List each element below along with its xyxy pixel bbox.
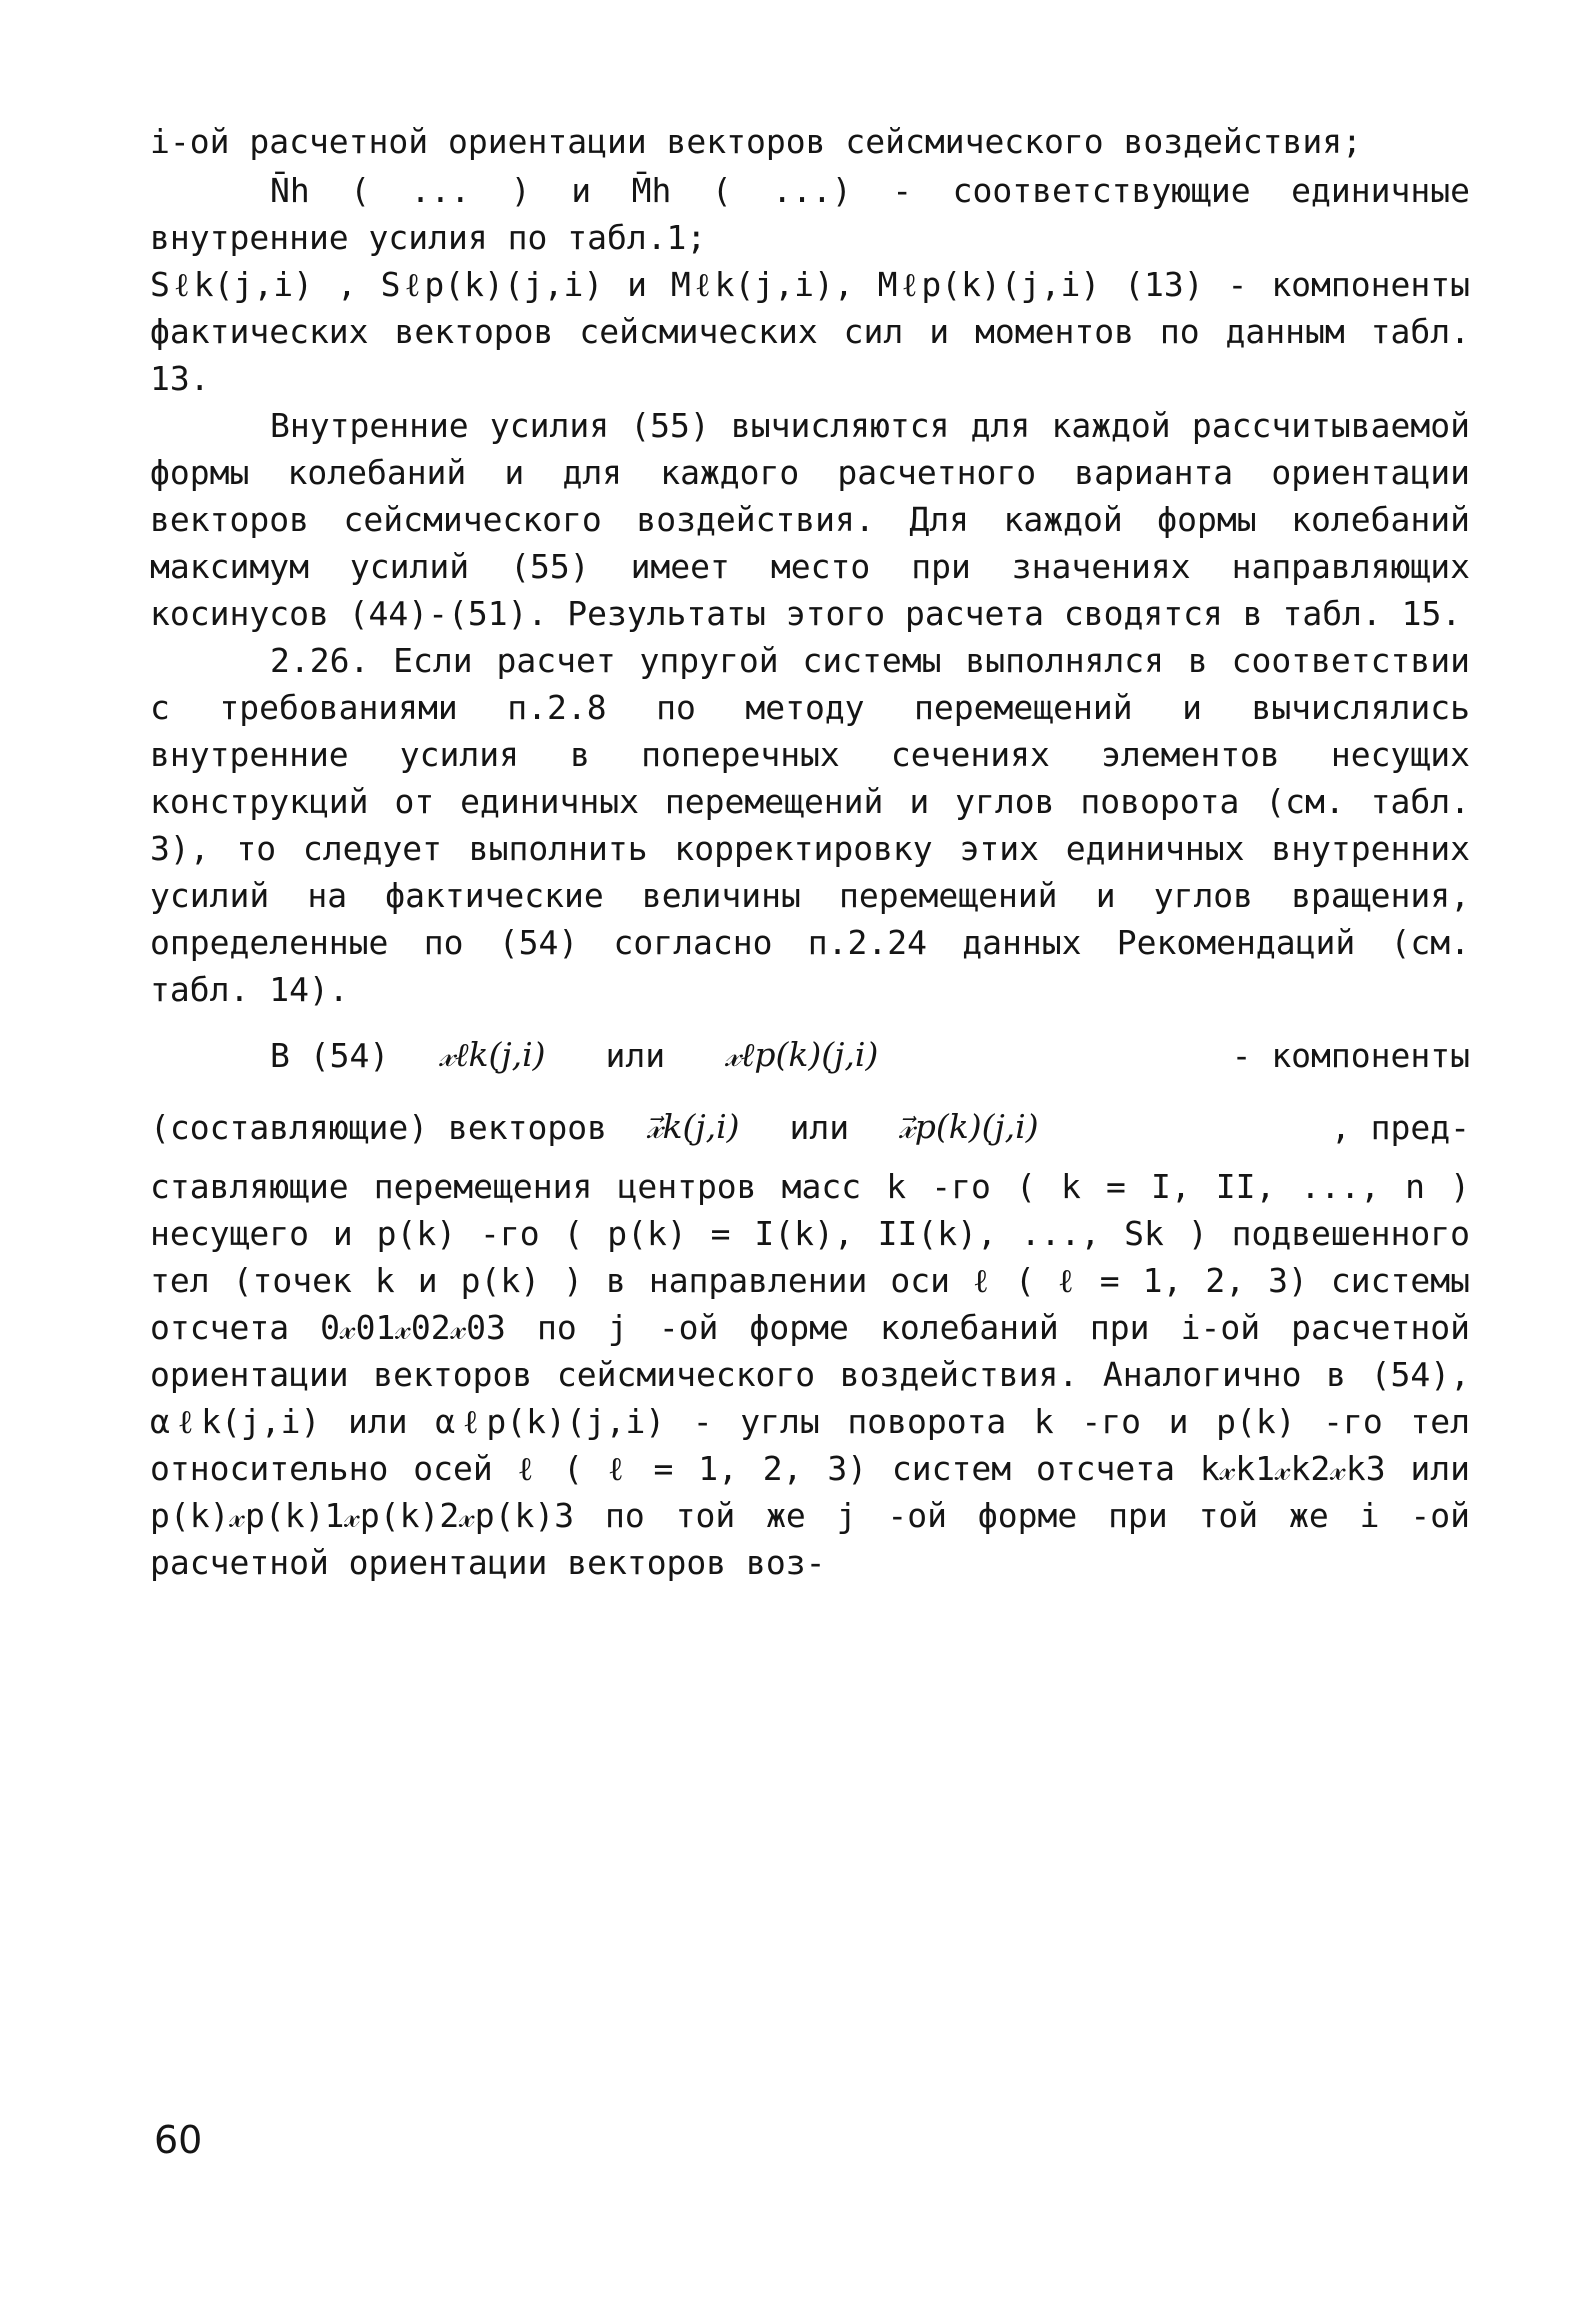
math-vec-xpk: 𝓍⃗p(k)(j,i) [899,1107,1039,1146]
paragraph-3: Внутренние усилия (55) вычисляются для каждой рассчитываемой формы колебаний и для каждого расчетного варианта ориентации векторов сейсмического воздействия. Для каждой формы колебаний максимум усилий (55) имеет место при значениях направляющих косинусов (44)-(51). Результаты этого расчета сводятся в табл. 15. [150,406,1470,633]
paragraph-4: 2.26. Если расчет упругой системы выполнялся в соответствии с требованиями п.2.8 по методу перемещений и вычислялись внутренние усилия в поперечных сечениях элементов несущих конструкций от единичных перемещений и углов поворота (см. табл. 3), то следует выполнить корректировку этих единичных внутренних усилий на фактические величины перемещений и углов вращения, определенные по (54) согласно п.2.24 данных Рекомендаций (см. табл. 14). [150,641,1470,1009]
formula-line-1 [150,1019,1470,1091]
paragraph-2a: N̄h ( ... ) и M̄h ( ...) - соответствующие единичные внутренние усилия по табл.1; [150,171,1470,257]
lead-text-2: (составляющие) векторов [150,1107,607,1147]
lead-text: В (54) [270,1035,390,1075]
tail-text-1: - компоненты [1231,1035,1470,1075]
paragraph-1: i-ой расчетной ориентации векторов сейсмического воздействия; [150,122,1362,161]
page-body [150,118,1470,1586]
math-x-lk: 𝓍ℓk(j,i) [439,1035,546,1074]
math-x-lpk: 𝓍ℓp(k)(j,i) [725,1035,879,1074]
page-number: 60 [154,2118,203,2162]
paragraph-5: ставляющие перемещения центров масс k -го ( k = I, II, ..., n ) несущего и p(k) -го ( p(k) = I(k), II(k), ..., Sk ) подвешенного тел (точек k и p(k) ) в направлении оси ℓ ( ℓ = 1, 2, 3) системы отсчета 0𝓍01𝓍02𝓍03 по j -ой форме колебаний при i-ой расчетной ориентации векторов сейсмического воздействия. Аналогично в (54), αℓk(j,i) или αℓp(k)(j,i) - углы поворота k -го и p(k) -го тел относительно осей ℓ ( ℓ = 1, 2, 3) систем отсчета k𝓍k1𝓍k2𝓍k3 или p(k)𝓍p(k)1𝓍p(k)2𝓍p(k)3 по той же j -ой форме при той же i -ой расчетной ориентации векторов воз- [150,1167,1470,1582]
formula-line-2 [150,1091,1470,1163]
word-or-1: или [605,1035,666,1075]
paragraph-2b: Sℓk(j,i) , Sℓp(k)(j,i) и Mℓk(j,i), Mℓp(k)(j,i) (13) - компоненты фактических векторов сейсмических сил и моментов по данным табл. 13. [150,265,1470,398]
word-or-2: или [789,1107,850,1147]
tail-text-2: , пред- [1330,1107,1470,1147]
math-vec-xk: 𝓍⃗k(j,i) [646,1107,740,1146]
